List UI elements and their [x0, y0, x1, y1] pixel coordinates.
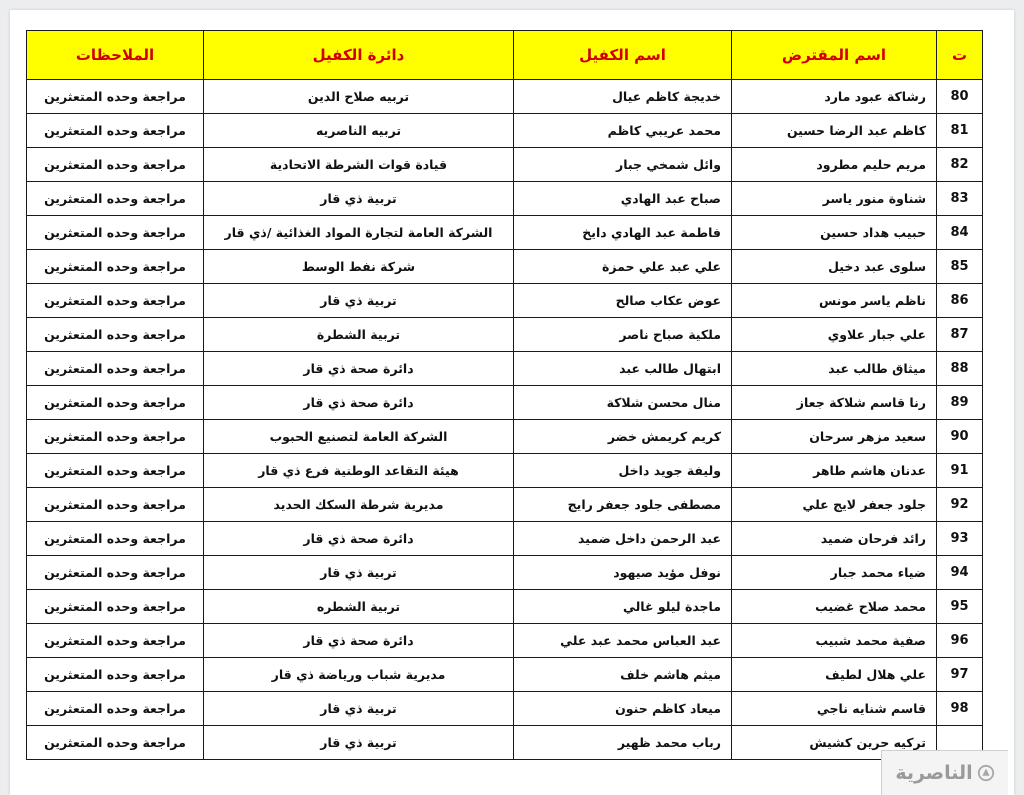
cell-num: 92 [937, 488, 983, 522]
cell-department: دائرة صحة ذي قار [204, 624, 514, 658]
cell-notes: مراجعة وحده المتعثرين [27, 454, 204, 488]
cell-guarantor: صباح عبد الهادي [514, 182, 732, 216]
cell-department: دائرة صحة ذي قار [204, 522, 514, 556]
table-row [27, 522, 983, 556]
header-row [27, 31, 983, 80]
cell-num: 81 [937, 114, 983, 148]
cell-num: 93 [937, 522, 983, 556]
cell-guarantor: ميعاد كاظم حنون [514, 692, 732, 726]
cell-num: 90 [937, 420, 983, 454]
cell-notes: مراجعة وحده المتعثرين [27, 386, 204, 420]
cell-notes: مراجعة وحده المتعثرين [27, 148, 204, 182]
cell-department: تربيه الناصريه [204, 114, 514, 148]
cell-guarantor: وائل شمخي جبار [514, 148, 732, 182]
cell-borrower: ناظم ياسر مونس [732, 284, 937, 318]
cell-guarantor: رباب محمد ظهير [514, 726, 732, 760]
table-row [27, 488, 983, 522]
header-guarantor: اسم الكفيل [514, 31, 732, 80]
table-row [27, 216, 983, 250]
cell-borrower: جلود جعفر لايج علي [732, 488, 937, 522]
cell-department: تربيه صلاح الدين [204, 80, 514, 114]
cell-guarantor: فاطمة عبد الهادي دايخ [514, 216, 732, 250]
cell-department: الشركة العامة لتجارة المواد الغذائية /ذي قار [204, 216, 514, 250]
table-row [27, 658, 983, 692]
cell-notes: مراجعة وحده المتعثرين [27, 80, 204, 114]
cell-notes: مراجعة وحده المتعثرين [27, 420, 204, 454]
cell-department: تربية ذي قار [204, 556, 514, 590]
cell-notes: مراجعة وحده المتعثرين [27, 488, 204, 522]
table-row [27, 556, 983, 590]
cell-borrower: صفية محمد شبيب [732, 624, 937, 658]
cell-guarantor: كريم كريمش خضر [514, 420, 732, 454]
table-row [27, 182, 983, 216]
cell-guarantor: وليفة جويد داخل [514, 454, 732, 488]
watermark-text: الناصرية [895, 762, 973, 784]
cell-num: 88 [937, 352, 983, 386]
cell-guarantor: ماجدة ليلو غالي [514, 590, 732, 624]
table-header [27, 31, 983, 80]
table-row [27, 692, 983, 726]
loans-table [26, 30, 983, 760]
cell-borrower: عدنان هاشم طاهر [732, 454, 937, 488]
table-row [27, 148, 983, 182]
cell-department: الشركة العامة لتصنيع الحبوب [204, 420, 514, 454]
cell-notes: مراجعة وحده المتعثرين [27, 250, 204, 284]
table-body [27, 80, 983, 760]
cell-num: 87 [937, 318, 983, 352]
cell-notes: مراجعة وحده المتعثرين [27, 726, 204, 760]
table-row [27, 114, 983, 148]
table-row [27, 726, 983, 760]
logo-emblem-icon [977, 764, 995, 782]
cell-borrower: قاسم شنايه ناجي [732, 692, 937, 726]
cell-num: 97 [937, 658, 983, 692]
cell-num: 85 [937, 250, 983, 284]
cell-guarantor: عوض عكاب صالح [514, 284, 732, 318]
cell-guarantor: مصطفى جلود جعفر رايج [514, 488, 732, 522]
cell-borrower: ضياء محمد جبار [732, 556, 937, 590]
table-row [27, 420, 983, 454]
cell-department: دائرة صحة ذي قار [204, 352, 514, 386]
cell-notes: مراجعة وحده المتعثرين [27, 522, 204, 556]
cell-borrower: سلوى عبد دخيل [732, 250, 937, 284]
cell-department: مديرية شرطة السكك الحديد [204, 488, 514, 522]
cell-department: دائرة صحة ذي قار [204, 386, 514, 420]
cell-department: تربية ذي قار [204, 692, 514, 726]
cell-num: 95 [937, 590, 983, 624]
table-row [27, 352, 983, 386]
header-borrower: اسم المقترض [732, 31, 937, 80]
cell-num: 86 [937, 284, 983, 318]
cell-department: تربية ذي قار [204, 182, 514, 216]
cell-borrower: حبيب هداد حسين [732, 216, 937, 250]
cell-guarantor: ميثم هاشم خلف [514, 658, 732, 692]
cell-num: 83 [937, 182, 983, 216]
table-row [27, 624, 983, 658]
cell-notes: مراجعة وحده المتعثرين [27, 352, 204, 386]
watermark-logo [881, 750, 1008, 795]
cell-guarantor: ملكية صباح ناصر [514, 318, 732, 352]
cell-department: شركة نفط الوسط [204, 250, 514, 284]
cell-guarantor: ابتهال طالب عبد [514, 352, 732, 386]
cell-num: 80 [937, 80, 983, 114]
table-row [27, 284, 983, 318]
cell-borrower: رائد فرحان ضميد [732, 522, 937, 556]
cell-borrower: تركيه حرين كشيش [732, 726, 937, 760]
cell-borrower: علي هلال لطيف [732, 658, 937, 692]
cell-notes: مراجعة وحده المتعثرين [27, 114, 204, 148]
header-department: دائرة الكفيل [204, 31, 514, 80]
cell-guarantor: عبد الرحمن داخل ضميد [514, 522, 732, 556]
cell-borrower: ميثاق طالب عبد [732, 352, 937, 386]
table-row [27, 590, 983, 624]
cell-guarantor: خديجة كاظم عيال [514, 80, 732, 114]
cell-notes: مراجعة وحده المتعثرين [27, 182, 204, 216]
cell-department: تربية الشطره [204, 590, 514, 624]
cell-borrower: رنا قاسم شلاكة جعاز [732, 386, 937, 420]
cell-guarantor: عبد العباس محمد عبد علي [514, 624, 732, 658]
cell-num: 96 [937, 624, 983, 658]
header-num: ت [937, 31, 983, 80]
cell-guarantor: نوفل مؤيد صيهود [514, 556, 732, 590]
cell-borrower: مريم حليم مطرود [732, 148, 937, 182]
cell-borrower: سعيد مزهر سرحان [732, 420, 937, 454]
cell-department: هيئة التقاعد الوطنية فرع ذي قار [204, 454, 514, 488]
cell-num: 98 [937, 692, 983, 726]
table-row [27, 250, 983, 284]
cell-num: 94 [937, 556, 983, 590]
cell-notes: مراجعة وحده المتعثرين [27, 658, 204, 692]
cell-num: 89 [937, 386, 983, 420]
table-row [27, 454, 983, 488]
cell-notes: مراجعة وحده المتعثرين [27, 624, 204, 658]
cell-notes: مراجعة وحده المتعثرين [27, 590, 204, 624]
cell-borrower: شناوة منور ياسر [732, 182, 937, 216]
cell-department: تربية الشطرة [204, 318, 514, 352]
cell-num: 91 [937, 454, 983, 488]
cell-department: قيادة قوات الشرطة الاتحادية [204, 148, 514, 182]
cell-num: 82 [937, 148, 983, 182]
cell-borrower: رشاكة عبود مارد [732, 80, 937, 114]
cell-borrower: علي جبار علاوي [732, 318, 937, 352]
cell-department: تربية ذي قار [204, 726, 514, 760]
cell-notes: مراجعة وحده المتعثرين [27, 692, 204, 726]
cell-guarantor: علي عبد علي حمزة [514, 250, 732, 284]
cell-borrower: محمد صلاح غضيب [732, 590, 937, 624]
cell-borrower: كاظم عبد الرضا حسين [732, 114, 937, 148]
cell-department: مديرية شباب ورياضة ذي قار [204, 658, 514, 692]
cell-department: تربية ذي قار [204, 284, 514, 318]
document-sheet [10, 10, 1014, 795]
cell-guarantor: محمد عريبي كاظم [514, 114, 732, 148]
cell-notes: مراجعة وحده المتعثرين [27, 318, 204, 352]
cell-notes: مراجعة وحده المتعثرين [27, 216, 204, 250]
table-row [27, 386, 983, 420]
cell-notes: مراجعة وحده المتعثرين [27, 284, 204, 318]
cell-num: 84 [937, 216, 983, 250]
table-row [27, 80, 983, 114]
cell-notes: مراجعة وحده المتعثرين [27, 556, 204, 590]
cell-guarantor: منال محسن شلاكة [514, 386, 732, 420]
header-notes: الملاحظات [27, 31, 204, 80]
table-row [27, 318, 983, 352]
